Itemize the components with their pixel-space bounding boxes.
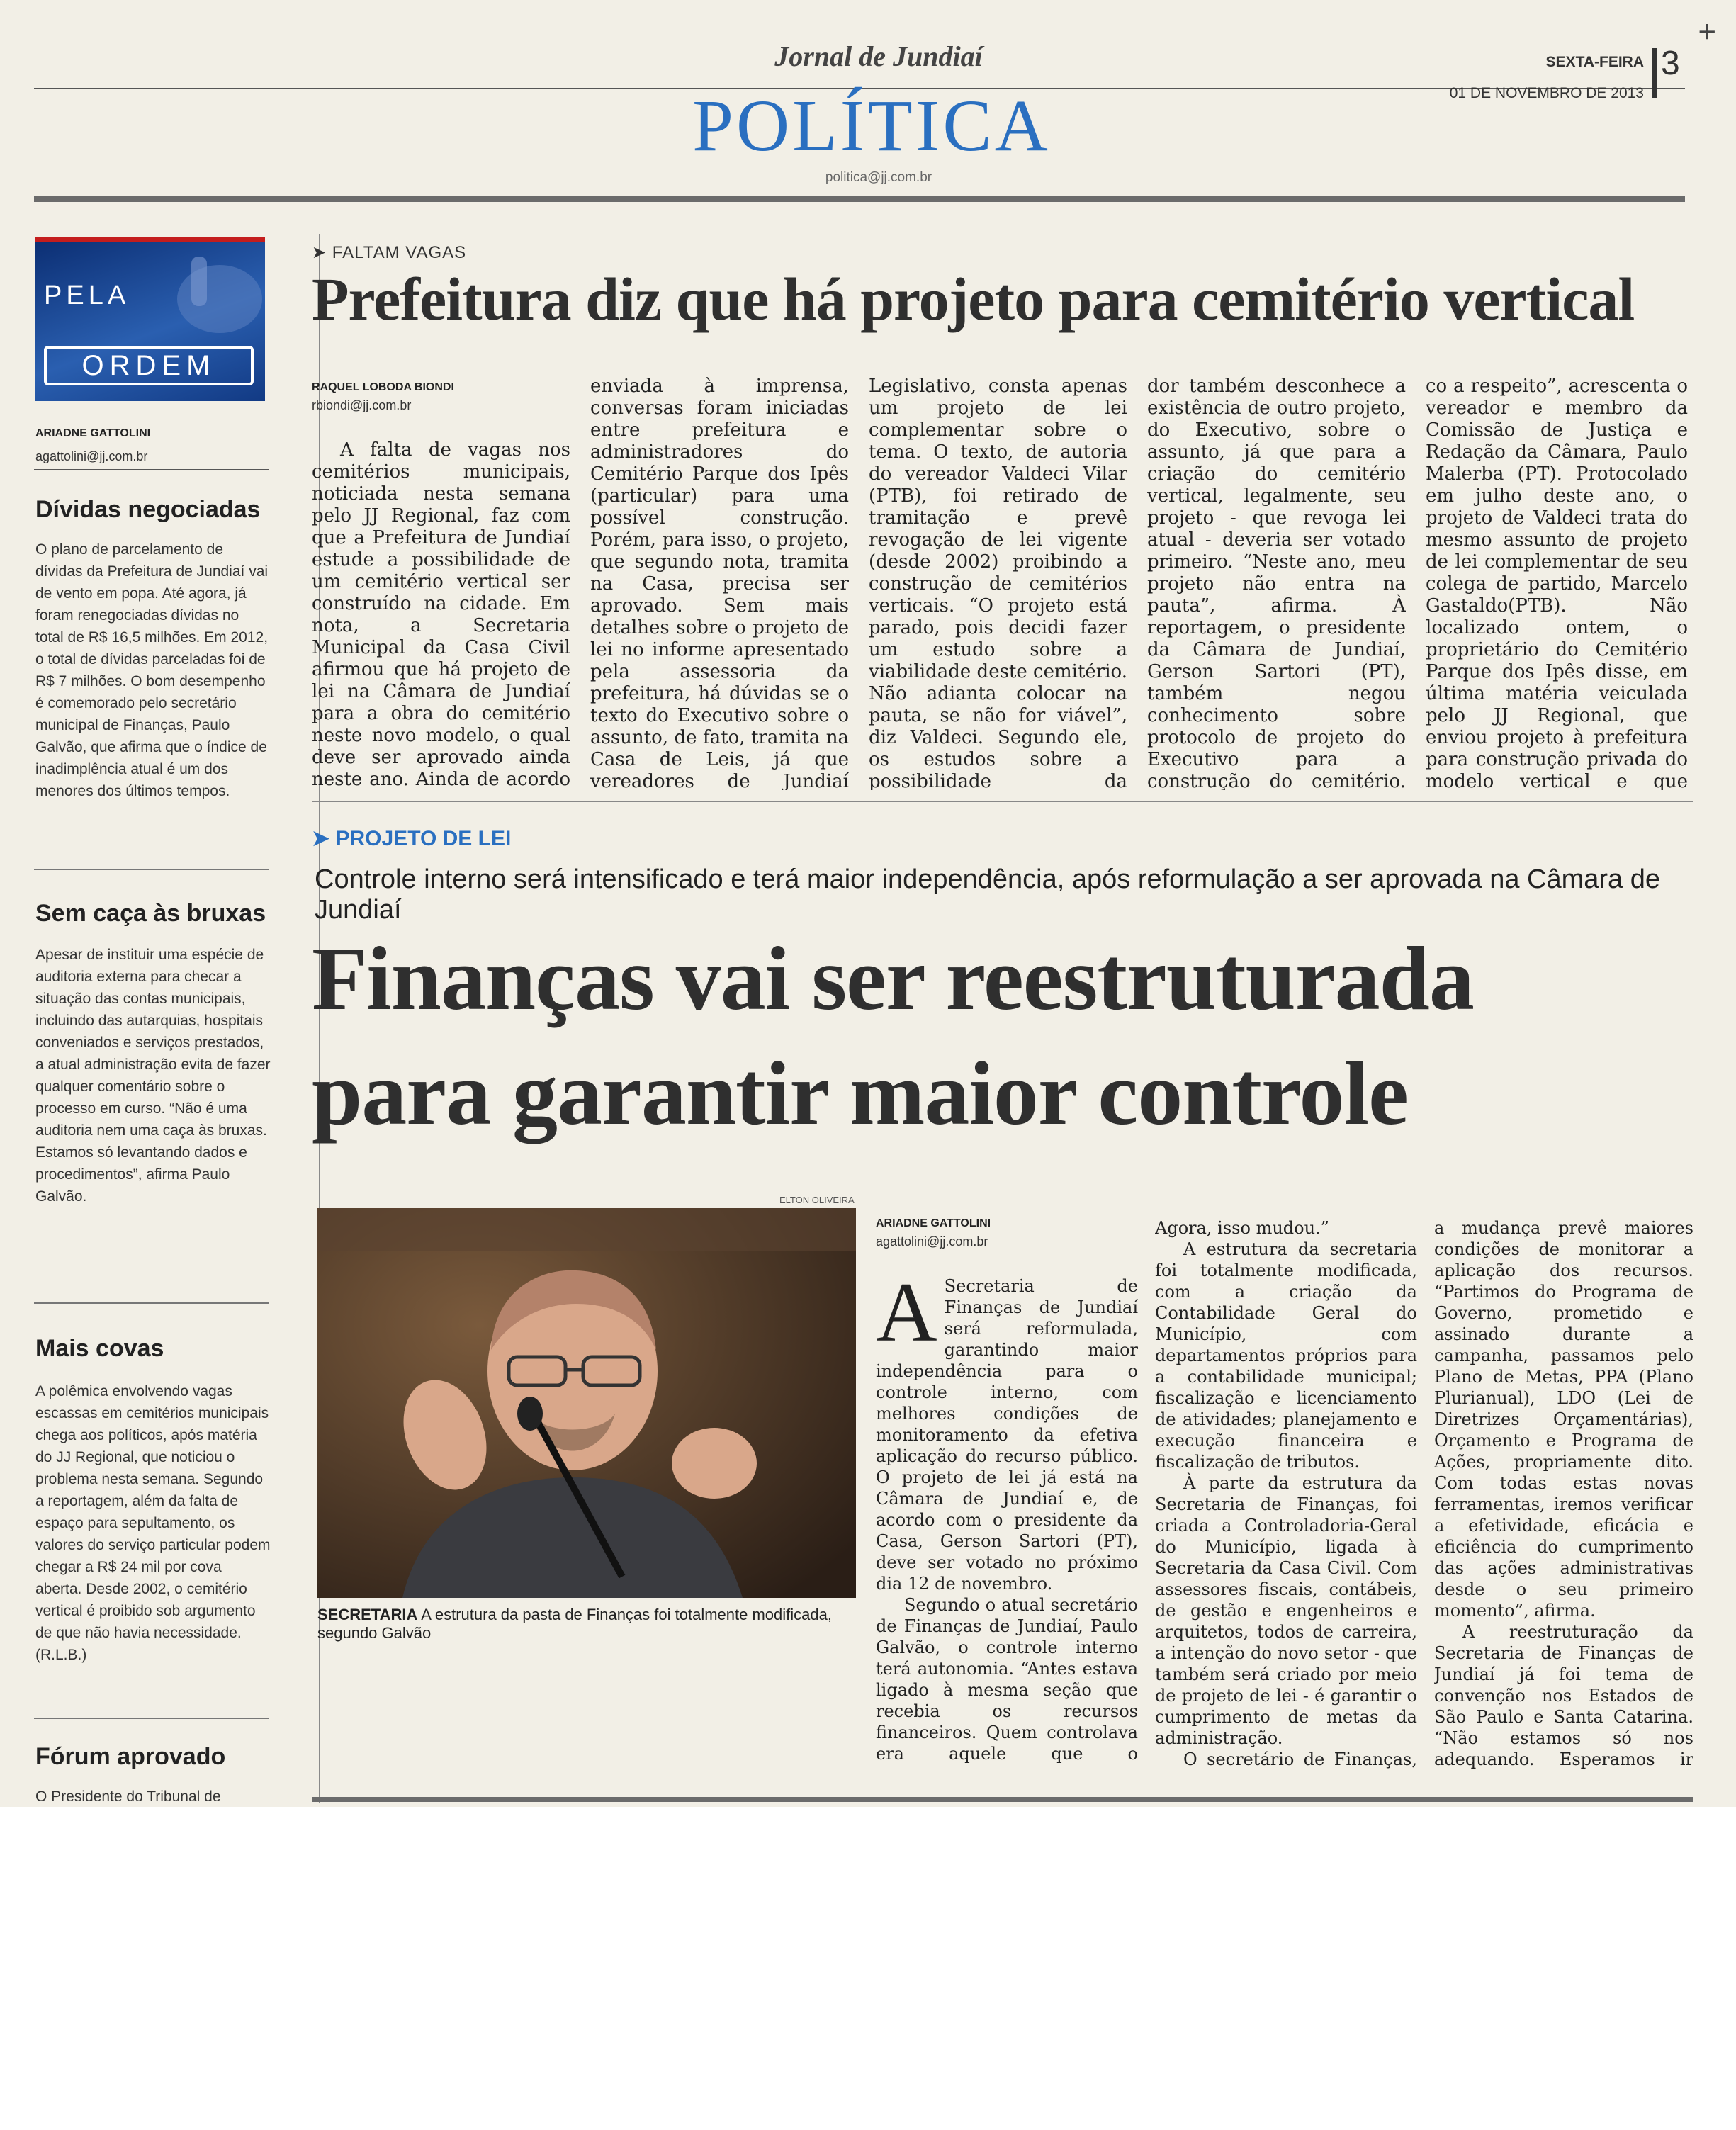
article1-column bbox=[869, 376, 1127, 790]
drop-cap: A bbox=[876, 1275, 937, 1359]
plus-mark: + bbox=[1697, 17, 1718, 45]
note-text: Apesar de instituir uma espécie de auditoria externa para checar a situação das contas municipais, incluindo das autarquias, hospitais conveniados e serviços prestados, a atual administração evita de fazer qualquer comentário sobre o processo em curso. “Não é uma auditoria nem uma caça às bruxas. Estamos só levantando dados e procedimentos”, afirma Paulo Galvão. bbox=[35, 947, 271, 1205]
article1-column bbox=[1426, 376, 1688, 790]
article2-paragraph: a mudança prevê maiores condições de monitorar a aplicação dos recursos. “Partimos do Programa de Governo, prometido e assinado durante a campanha, passamos pelo Plano de Metas, PPA (Plano Plurianual), LDO (Lei de Diretrizes Orçamentárias), Orçamento e Programa de Ações, propriamente dito. Com todas estas novas ferramentas, iremos verificar a efetividade, eficácia e eficiência do cumprimento das ações administrativas desde o seu primeiro momento”, afirma. bbox=[1434, 1218, 1693, 1621]
article2-subhead: Controle interno será intensificado e terá maior independência, após reformulação a ser aprovada na Câmara de Jundiaí bbox=[315, 864, 1660, 925]
article1-paragraph: dor também desconhece a existência de outro projeto, do Executivo, sobre o assunto, já que para a criação do cemitério vertical, legalmente, seu projeto - que revoga lei atual - deveria ser votado primeiro. “Neste ano, meu projeto não entra na pauta”, afirma. À reportagem, o presidente da Câmara de Jundiaí, Gerson Sartori (PT), também negou conhecimento sobre protocolo de projeto do Executivo para a construção do cemitério. bbox=[1147, 376, 1406, 790]
article1-byline-email: rbiondi@jj.com.br bbox=[312, 398, 412, 412]
note-text: O plano de parcelamento de dívidas da Prefeitura de Jundiaí vai de vento em popa. Até agora, já foram renegociadas dívidas no total de R$ 16,5 milhões. Em 2012, o total de dívidas parceladas foi de R$ 7 milhões. O bom desempenho é comemorado pelo secretário municipal de Finanças, Paulo Galvão, que afirma que o índice de inadimplência atual é um dos menores dos últimos tempos. bbox=[35, 541, 269, 799]
article2-paragraph: Segundo o atual secretário de Finanças de Jundiaí, Paulo Galvão, o controle interno terá autonomia. “Antes estava ligado à mesma seção que recebia os recursos financeiros. Quem controlava era aquele que o bbox=[876, 1595, 1138, 1764]
secretary-photo bbox=[317, 1208, 856, 1598]
article-divider bbox=[312, 801, 1693, 802]
pointing-hand-icon bbox=[142, 249, 262, 342]
note-text: O Presidente do Tribunal de bbox=[35, 1788, 221, 1805]
article2-paragraph: À parte da estrutura da Secretaria de Finanças, foi criada a Controladoria-Geral do Município, ligada à Secretaria da Casa Civil. Com assessores fiscais, contábeis, de gestão e engenheiros e arquitetos, todos de carreira, a intenção do novo setor - que também será criado por meio de projeto de lei - é garantir o cumprimento de metas da administração. bbox=[1155, 1473, 1417, 1748]
article1-byline-name: RAQUEL LOBODA BIONDI bbox=[312, 381, 454, 393]
page-number-bar bbox=[1652, 48, 1657, 98]
section-email: politica@jj.com.br bbox=[825, 170, 932, 185]
sidebar-author: ARIADNE GATTOLINI bbox=[35, 427, 151, 439]
logo-word-pela: PELA bbox=[44, 281, 130, 310]
article2-kicker bbox=[312, 826, 511, 851]
article1-headline: Prefeitura diz que há projeto para cemitério vertical bbox=[312, 265, 1635, 333]
article1-kicker-text: FALTAM VAGAS bbox=[332, 243, 467, 262]
caption-text: A estrutura da pasta de Finanças foi totalmente modificada, segundo Galvão bbox=[317, 1606, 832, 1642]
newspaper-name: Jornal de Jundiaí bbox=[774, 40, 983, 72]
article2-headline bbox=[312, 921, 1701, 1151]
caption-label: SECRETARIA bbox=[317, 1606, 418, 1623]
article2-column bbox=[876, 1275, 1138, 1764]
article2-byline-name: ARIADNE GATTOLINI bbox=[876, 1217, 991, 1229]
arrow-icon: ➤ bbox=[312, 243, 332, 262]
note-title: Mais covas bbox=[35, 1335, 164, 1362]
article1-paragraph: co a respeito”, acrescenta o vereador e membro da Comissão de Justiça e Redação da Câmara, Paulo Malerba (PT). Protocolado em julho deste ano, o projeto de Valdeci trata do mesmo assunto de projeto de lei complementar de seu colega de partido, Marcelo Gastaldo(PTB). Não localizado ontem, o proprietário do Cemitério Parque dos Ipês disse, em última matéria veiculada pelo JJ Regional, que enviou projeto à prefeitura para construção privada do modelo vertical e que bbox=[1426, 376, 1688, 790]
article1-paragraph: Legislativo, consta apenas um projeto de lei complementar sobre o tema. O texto, de autoria do vereador Valdeci Vilar (PTB), foi retirado de tramitação e prevê revogação de lei vigente (desde 2002) proibindo a construção de cemitérios verticais. “O projeto está parado, pois decidi fazer um estudo sobre a viabilidade deste cemitério. Não adianta colocar na pauta, se não for viável”, diz Valdeci. Segundo ele, os estudos sobre a possibilidade da bbox=[869, 376, 1127, 790]
article2-paragraph: Agora, isso mudou.” bbox=[1155, 1218, 1329, 1238]
issue-date: 01 DE NOVEMBRO DE 2013 bbox=[1449, 85, 1644, 101]
article2-paragraph: O secretário de Finanças, bbox=[1183, 1749, 1417, 1769]
article2-paragraph: A reestruturação da Secretaria de Finanças de Jundiaí já foi tema de convenção nos Estados de São Paulo e Santa Catarina. “Não estamos só nos adequando. Esperamos ir bbox=[1434, 1622, 1693, 1769]
article2-kicker-text: PROJETO DE LEI bbox=[335, 827, 512, 850]
article2-headline-line: Finanças vai ser reestruturada bbox=[312, 928, 1474, 1029]
note-divider bbox=[34, 1718, 269, 1719]
article2-column bbox=[1434, 1217, 1693, 1770]
page-number: 3 bbox=[1661, 45, 1680, 82]
note-text: A polêmica envolvendo vagas escassas em cemitérios municipais chega aos políticos, após matéria do JJ Regional, que noticiou o problema nesta semana. Segundo a reportagem, além da falta de espaço para sepultamento, os valores do serviço particular podem chegar a R$ 24 mil por cova aberta. Desde 2002, o cemitério vertical é proibido sob argumento de que não havia necessidade. (R.L.B.) bbox=[35, 1383, 271, 1663]
article2-column bbox=[1155, 1217, 1417, 1770]
photo-credit: ELTON OLIVEIRA bbox=[779, 1195, 855, 1205]
arrow-icon: ➤ bbox=[312, 827, 336, 850]
article1-column bbox=[312, 439, 570, 790]
article1-paragraph: enviada à imprensa, conversas foram iniciadas entre prefeitura e administradores do Cemitério Parque dos Ipês (particular) para uma possível construção. Porém, para isso, o projeto, que segundo nota, tramita na Casa, precisa ser aprovado. Sem mais detalhes sobre o projeto de lei no informe apresentado pela assessoria da prefeitura, há dúvidas se o texto do Executivo sobre o assunto, de fato, tramita na Casa de Leis, já que vereadores de Jundiaí bbox=[590, 376, 849, 790]
article1-kicker bbox=[312, 242, 466, 263]
note-title: Sem caça às bruxas bbox=[35, 900, 266, 927]
weekday: SEXTA-FEIRA bbox=[1545, 54, 1644, 70]
article2-paragraph: A estrutura da secretaria foi totalmente modificada, com a criação da Contabilidade Geral do Município, com departamentos próprios para a contabilidade municipal; fiscalização e licenciamento de atividades; planejamento e execução financeira e fiscalização de tributos. bbox=[1155, 1239, 1417, 1472]
article1-column bbox=[590, 376, 849, 790]
section-rule bbox=[34, 196, 1685, 202]
note-title: Fórum aprovado bbox=[35, 1743, 226, 1770]
article2-paragraph: Secretaria de Finanças de Jundiaí será reformulada, garantindo maior independência para o controle interno, com melhores condições de monitoramento da efetiva aplicação do recurso público. O projeto de lei já está na Câmara de Jundiaí e, de acordo com o presidente da Casa, Gerson Sartori (PT), deve ser votado no próximo dia 12 de novembro. bbox=[876, 1276, 1138, 1594]
bottom-rule bbox=[312, 1797, 1693, 1802]
article1-paragraph: A falta de vagas nos cemitérios municipais, noticiada nesta semana pelo JJ Regional, faz com que a Prefeitura de Jundiaí estude a possibilidade de um cemitério vertical ser construído na cidade. Em nota, a Secretaria Municipal da Casa Civil afirmou que há projeto de lei na Câmara de Jundiaí para a obra do cemitério neste novo modelo, o qual deve ser aprovado ainda neste ano. Ainda de acordo bbox=[312, 439, 570, 790]
note-title: Dívidas negociadas bbox=[35, 496, 261, 523]
article2-byline-email: agattolini@jj.com.br bbox=[876, 1234, 988, 1249]
photo-caption bbox=[317, 1606, 870, 1642]
note-divider bbox=[34, 869, 269, 870]
column-logo bbox=[35, 237, 265, 401]
note-divider bbox=[34, 1302, 269, 1304]
article1-column bbox=[1147, 376, 1406, 790]
section-title: POLÍTICA bbox=[692, 85, 1051, 167]
sidebar-rule bbox=[34, 469, 269, 470]
sidebar-email: agattolini@jj.com.br bbox=[35, 449, 148, 463]
logo-word-ordem: ORDEM bbox=[44, 346, 254, 385]
article2-headline-line: para garantir maior controle bbox=[312, 1043, 1408, 1144]
